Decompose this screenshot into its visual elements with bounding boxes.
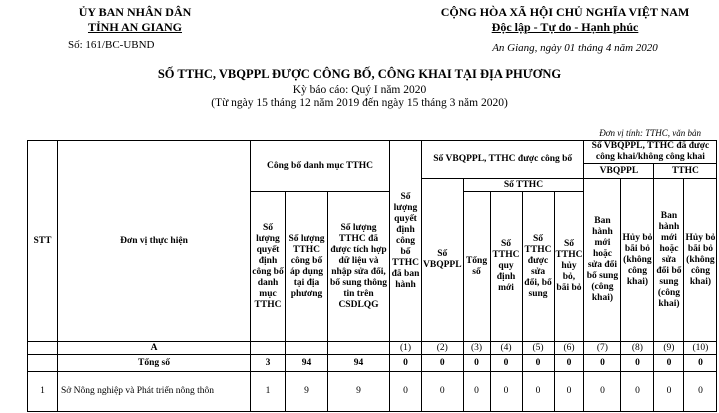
national-motto-block [415,5,715,56]
total-cell: 0 [422,355,464,372]
index-cell: (1) [390,342,422,355]
row-cell: 0 [621,372,654,412]
issuer-line1: ỦY BAN NHÂN DÂN [78,5,192,19]
total-cell: 0 [584,355,621,372]
row-cell: 0 [584,372,621,412]
col-cong-bo-danh-muc: Công bố danh mục TTHC [251,141,390,192]
col-sl-tthc-ap-dung: Số lượng TTHC công bố áp dụng tại địa phương [286,192,328,342]
col-so-vbqppl: Số VBQPPL [422,179,464,342]
index-cell: (8) [621,342,654,355]
col-so-tthc: Số TTHC [463,179,584,192]
row-cell: 0 [522,372,554,412]
row-stt: 1 [28,372,58,412]
issuer-line2: TỈNH AN GIANG [87,20,182,34]
issuer-block [60,5,210,53]
col-huy-bo: Số TTHC hủy bỏ, bãi bỏ [554,192,584,342]
row-cell: 0 [684,372,717,412]
total-cell: 0 [463,355,490,372]
total-cell: 0 [554,355,584,372]
document-date: An Giang, ngày 01 tháng 4 năm 2020 [492,42,658,54]
index-cell: (4) [490,342,522,355]
col-sua-doi: Số TTHC được sửa đổi, bổ sung [522,192,554,342]
col-ban-hanh-vbqppl: Ban hành mới hoặc sửa đổi bổ sung (công khai) [584,179,621,342]
col-ck-tthc: TTHC [654,164,717,179]
national-motto: Độc lập - Tự do - Hạnh phúc [491,20,639,34]
col-quy-dinh-moi: Số TTHC quy định mới [490,192,522,342]
report-title: SỐ TTHC, VBQPPL ĐƯỢC CÔNG BỐ, CÔNG KHAI TẠI ĐỊA PHƯƠNG [157,67,562,81]
row-cell: 9 [286,372,328,412]
col-huy-bo-tthc: Hủy bỏ bãi bỏ (không công khai) [684,179,717,342]
col-vb-tthc-cong-khai: Số VBQPPL, TTHC đã được công khai/không công khai [584,141,717,164]
total-cell: 3 [251,355,286,372]
col-ban-hanh-tthc: Ban hành mới hoặc sửa đổi bổ sung (công khai) [654,179,684,342]
total-cell: 0 [684,355,717,372]
index-cell: (2) [422,342,464,355]
col-unit: Đơn vị thực hiện [58,141,251,342]
total-label: Tổng số [58,355,251,372]
col-sl-tich-hop: Số lượng TTHC đã được tích hợp dữ liệu và nhập sửa đổi, bổ sung thông tin trên CSDLQG [328,192,390,342]
unit-note: Đơn vị tính: TTHC, văn bản [599,128,701,138]
col-huy-bo-vbqppl: Hủy bỏ bãi bỏ (không công khai) [621,179,654,342]
report-table [27,140,717,412]
row-cell: 0 [554,372,584,412]
col-sl-quyet-dinh-cong-bo: Số lượng quyết định công bố TTHC đã ban hành [390,141,422,342]
index-cell: A [58,342,251,355]
row-unit-name: Sở Nông nghiệp và Phát triển nông thôn [58,372,251,412]
report-range: (Từ ngày 15 tháng 12 năm 2019 đến ngày 15 tháng 3 năm 2020) [211,97,508,109]
national-title: CỘNG HÒA XÃ HỘI CHỦ NGHĨA VIỆT NAM [440,5,690,19]
row-cell: 9 [328,372,390,412]
col-sl-qd-danh-muc: Số lượng quyết định công bố danh mục TTHC [251,192,286,342]
row-cell: 0 [390,372,422,412]
total-cell: 0 [621,355,654,372]
total-cell: 0 [654,355,684,372]
col-tong-so: Tổng số [463,192,490,342]
index-cell: (5) [522,342,554,355]
total-cell: 0 [490,355,522,372]
index-cell: (9) [654,342,684,355]
index-cell: (10) [684,342,717,355]
row-cell: 0 [422,372,464,412]
index-cell: (6) [554,342,584,355]
index-cell: (7) [584,342,621,355]
document-number: Số: 161/BC-UBND [68,39,155,51]
row-cell: 0 [463,372,490,412]
col-ck-vbqppl: VBQPPL [584,164,654,179]
report-period: Kỳ báo cáo: Quý I năm 2020 [292,84,427,96]
total-cell: 94 [328,355,390,372]
col-vb-tthc-cong-bo: Số VBQPPL, TTHC được công bố [422,141,584,179]
table-row [28,372,717,412]
total-row [28,355,717,372]
index-cell: (3) [463,342,490,355]
total-cell: 0 [390,355,422,372]
total-cell: 0 [522,355,554,372]
row-cell: 0 [654,372,684,412]
col-stt: STT [28,141,58,342]
index-row [28,342,717,355]
total-cell: 94 [286,355,328,372]
row-cell: 0 [490,372,522,412]
row-cell: 1 [251,372,286,412]
